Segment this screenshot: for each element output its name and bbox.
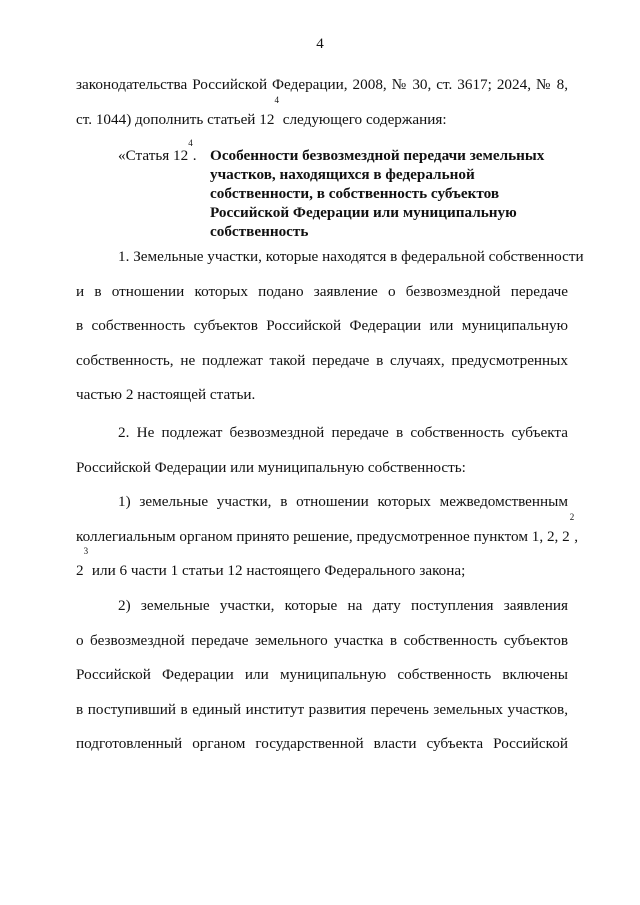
paragraph-line: 2) земельные участки, которые на дату поступления заявления <box>118 597 568 614</box>
paragraph-line: $2^3$ или 6 части 1 статьи 12 настоящего Федерального закона; <box>76 546 466 579</box>
paragraph-line: частью 2 настоящей статьи. <box>76 386 256 403</box>
paragraph-line: подготовленный органом государственной власти субъекта Российской <box>76 735 568 752</box>
intro-line-2: ст. 1044) дополнить статьей $12^4$ следующего содержания: <box>76 94 447 128</box>
paragraph-1 <box>76 240 584 413</box>
article-title-line: участков, находящихся в федеральной <box>210 166 475 183</box>
list-item-1 <box>76 485 579 589</box>
paragraph-line: в поступивший в единый институт развития перечень земельных участков, <box>76 700 568 718</box>
paragraph-line: Российской Федерации или муниципальную собственность включены <box>76 666 568 683</box>
paragraph-line: в собственность субъектов Российской Федерации или муниципальную <box>76 317 568 334</box>
article-title-line: Российской Федерации или муниципальную <box>210 204 517 221</box>
paragraph-line: 1) земельные участки, в отношении которых межведомственным <box>118 493 568 510</box>
paragraph-line: собственность, не подлежат такой передаче в случаях, предусмотренных <box>76 351 568 369</box>
article-title-line: собственность <box>210 223 309 240</box>
paragraph-line: о безвозмездной передаче земельного участка в собственность субъектов <box>76 631 568 649</box>
intro-line-1: законодательства Российской Федерации, 2008, № 30, ст. 3617; 2024, № 8, <box>76 76 568 93</box>
page-number: 4 <box>316 36 324 52</box>
paragraph-line: 2. Не подлежат безвозмездной передаче в собственность субъекта <box>118 424 568 441</box>
paragraph-2 <box>76 416 568 485</box>
paragraph-line: Российской Федерации или муниципальную собственность: <box>76 458 466 476</box>
list-item-2 <box>76 589 568 762</box>
article-title <box>210 146 550 241</box>
paragraph-line: и в отношении которых подано заявление о безвозмездной передаче <box>76 282 568 300</box>
article-title-line: Особенности безвозмездной передачи земельных <box>210 147 545 164</box>
paragraph-line: 1. Земельные участки, которые находятся в федеральной собственности <box>118 248 584 265</box>
article-title-line: собственности, в собственность субъектов <box>210 185 500 202</box>
article-label: «Статья $12^4$. <box>118 138 197 164</box>
paragraph-line: коллегиальным органом принято решение, предусмотренное пунктом 1, 2, $2^2$, <box>76 511 579 545</box>
intro-paragraph <box>76 68 568 137</box>
